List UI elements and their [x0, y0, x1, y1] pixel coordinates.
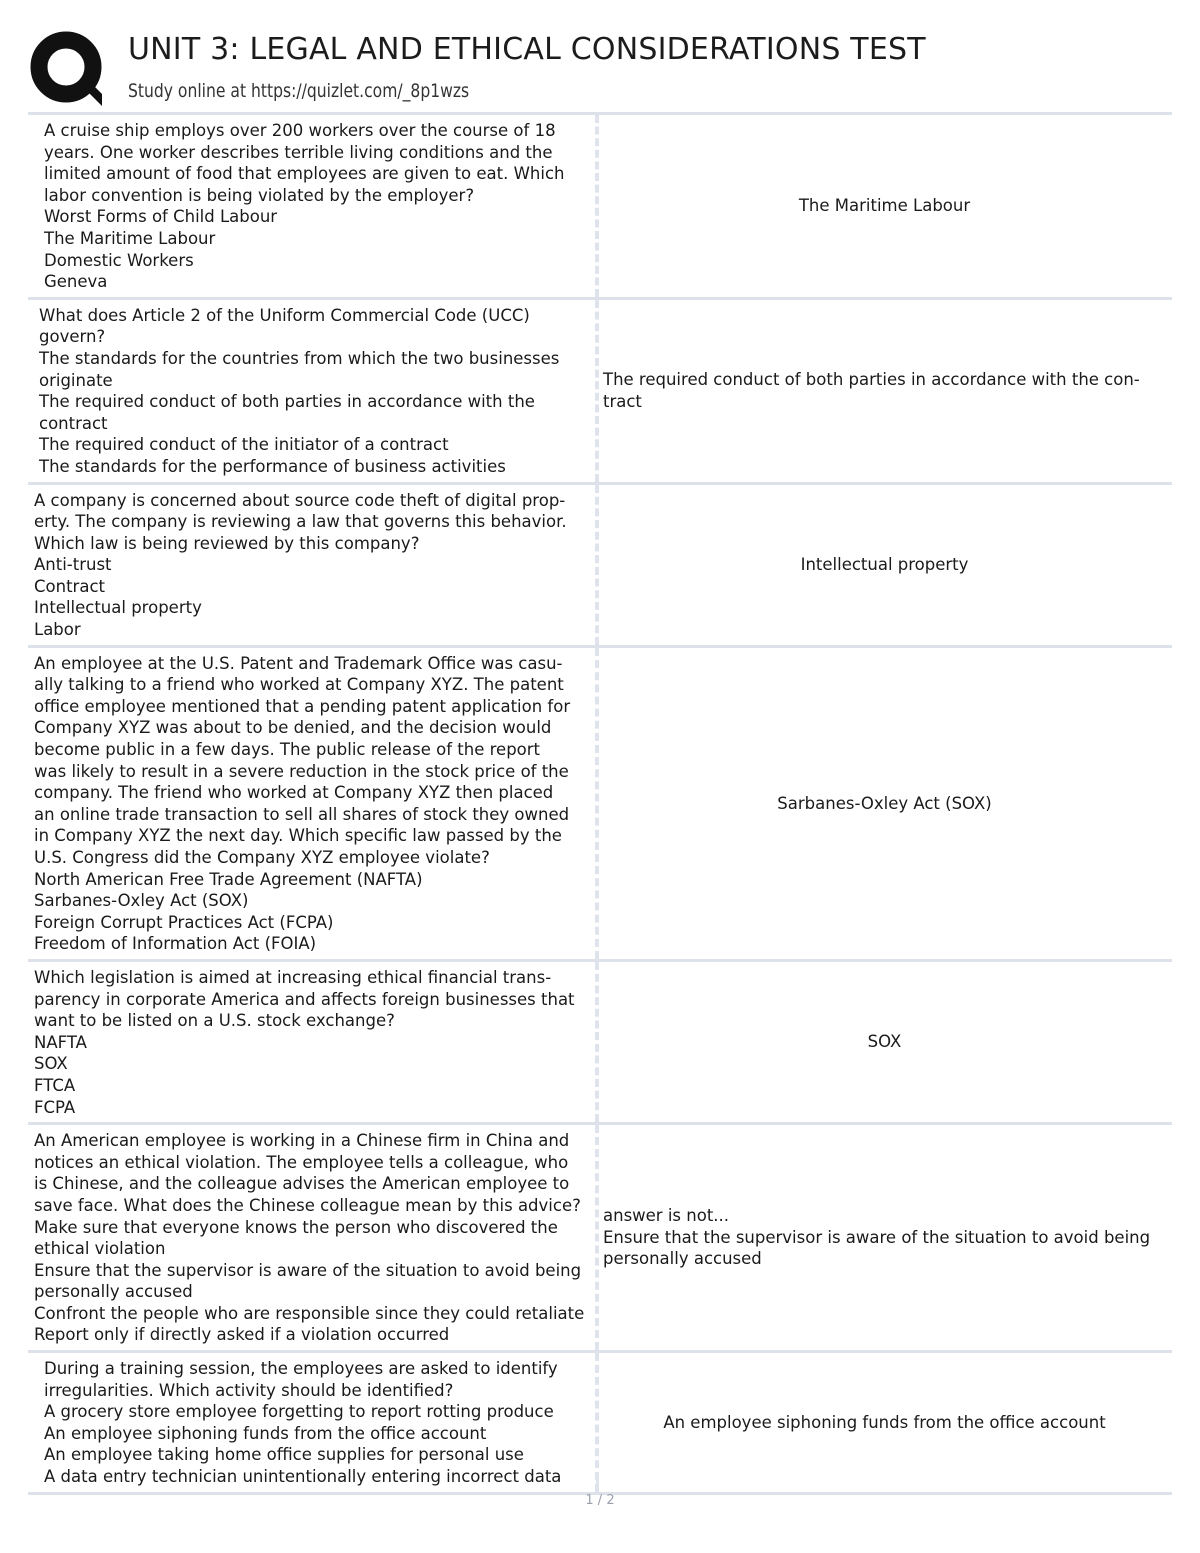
card-definition-cell [599, 962, 1172, 1122]
card-definition-cell [599, 1353, 1172, 1492]
page-title: UNIT 3: LEGAL AND ETHICAL CONSIDERATIONS TEST [128, 32, 926, 67]
card-definition: The required conduct of both parties in accordance with the con- tract [603, 370, 1140, 411]
card-term: An employee at the U.S. Patent and Trademark Office was casu- ally talking to a friend who worked at Company XYZ. The patent office employee mentioned that a pending patent application for Company XYZ was about to be denied, and the decision would become public in a few days. The public release of the report was likely to result in a severe reduction in the stock price of the company. The friend who worked at Company XYZ then placed an online trade transaction to sell all shares of stock they owned in Company XYZ the next day. Which specific law passed by the U.S. Congress did the Company XYZ employee violate? North American Free Trade Agreement (NAFTA) Sarbanes-Oxley Act (SOX) Foreign Corrupt Practices Act (FCPA) Freedom of Information Act (FOIA) [28, 648, 599, 959]
flashcard-row [28, 485, 1172, 648]
card-term: A company is concerned about source code theft of digital prop- erty. The company is reviewing a law that governs this behavior. Which law is being reviewed by this company? Anti-trust Contract Intellectual property Labor [28, 485, 599, 645]
flashcard-row [28, 115, 1172, 300]
flashcard-row [28, 1125, 1172, 1353]
card-definition: An employee siphoning funds from the office account [663, 1412, 1106, 1432]
card-definition-cell [599, 648, 1172, 959]
card-term: What does Article 2 of the Uniform Commercial Code (UCC) govern? The standards for the countries from which the two businesses originate The required conduct of both parties in accordance with the contract The required conduct of the initiator of a contract The standards for the performance of business activities [28, 300, 599, 482]
page-header [0, 0, 1200, 112]
card-definition-cell [599, 115, 1172, 297]
quizlet-logo-icon [28, 30, 108, 110]
flashcard-row [28, 962, 1172, 1125]
card-definition: The Maritime Labour [798, 196, 971, 216]
page-indicator: 1 / 2 [585, 1493, 615, 1508]
card-term: An American employee is working in a Chinese firm in China and notices an ethical violation. The employee tells a colleague, who is Chinese, and the colleague advises the American employee to save face. What does the Chinese colleague mean by this advice? Make sure that everyone knows the person who discovered the ethical violation Ensure that the supervisor is aware of the situation to avoid being personally accused Confront the people who are responsible since they could retaliate Report only if directly asked if a violation occurred [28, 1125, 599, 1350]
card-definition-cell [599, 485, 1172, 645]
card-term: During a training session, the employees are asked to identify irregularities. Which activity should be identified? A grocery store employee forgetting to report rotting produce An employee siphoning funds from the office account An employee taking home office supplies for personal use A data entry technician unintentionally entering incorrect data [28, 1353, 599, 1492]
card-definition-cell [599, 300, 1172, 482]
card-definition: Intellectual property [800, 554, 969, 574]
study-link[interactable]: Study online at https://quizlet.com/_8p1wzs [128, 80, 470, 102]
card-definition-cell [599, 1125, 1172, 1350]
card-definition: SOX [867, 1032, 902, 1052]
card-definition: Sarbanes-Oxley Act (SOX) [777, 793, 992, 813]
flashcard-row [28, 1353, 1172, 1495]
flashcard-list [28, 112, 1172, 1495]
flashcard-row [28, 300, 1172, 485]
card-term: Which legislation is aimed at increasing ethical financial trans- parency in corporate America and affects foreign businesses that want to be listed on a U.S. stock exchange? NAFTA SOX FTCA FCPA [28, 962, 599, 1122]
flashcard-row [28, 648, 1172, 962]
card-definition: answer is not... Ensure that the supervisor is aware of the situation to avoid being personally accused [603, 1206, 1151, 1269]
column-divider-tail [596, 1477, 599, 1487]
card-term: A cruise ship employs over 200 workers over the course of 18 years. One worker describes terrible living conditions and the limited amount of food that employees are given to eat. Which labor convention is being violated by the employer? Worst Forms of Child Labour The Maritime Labour Domestic Workers Geneva [28, 115, 599, 297]
